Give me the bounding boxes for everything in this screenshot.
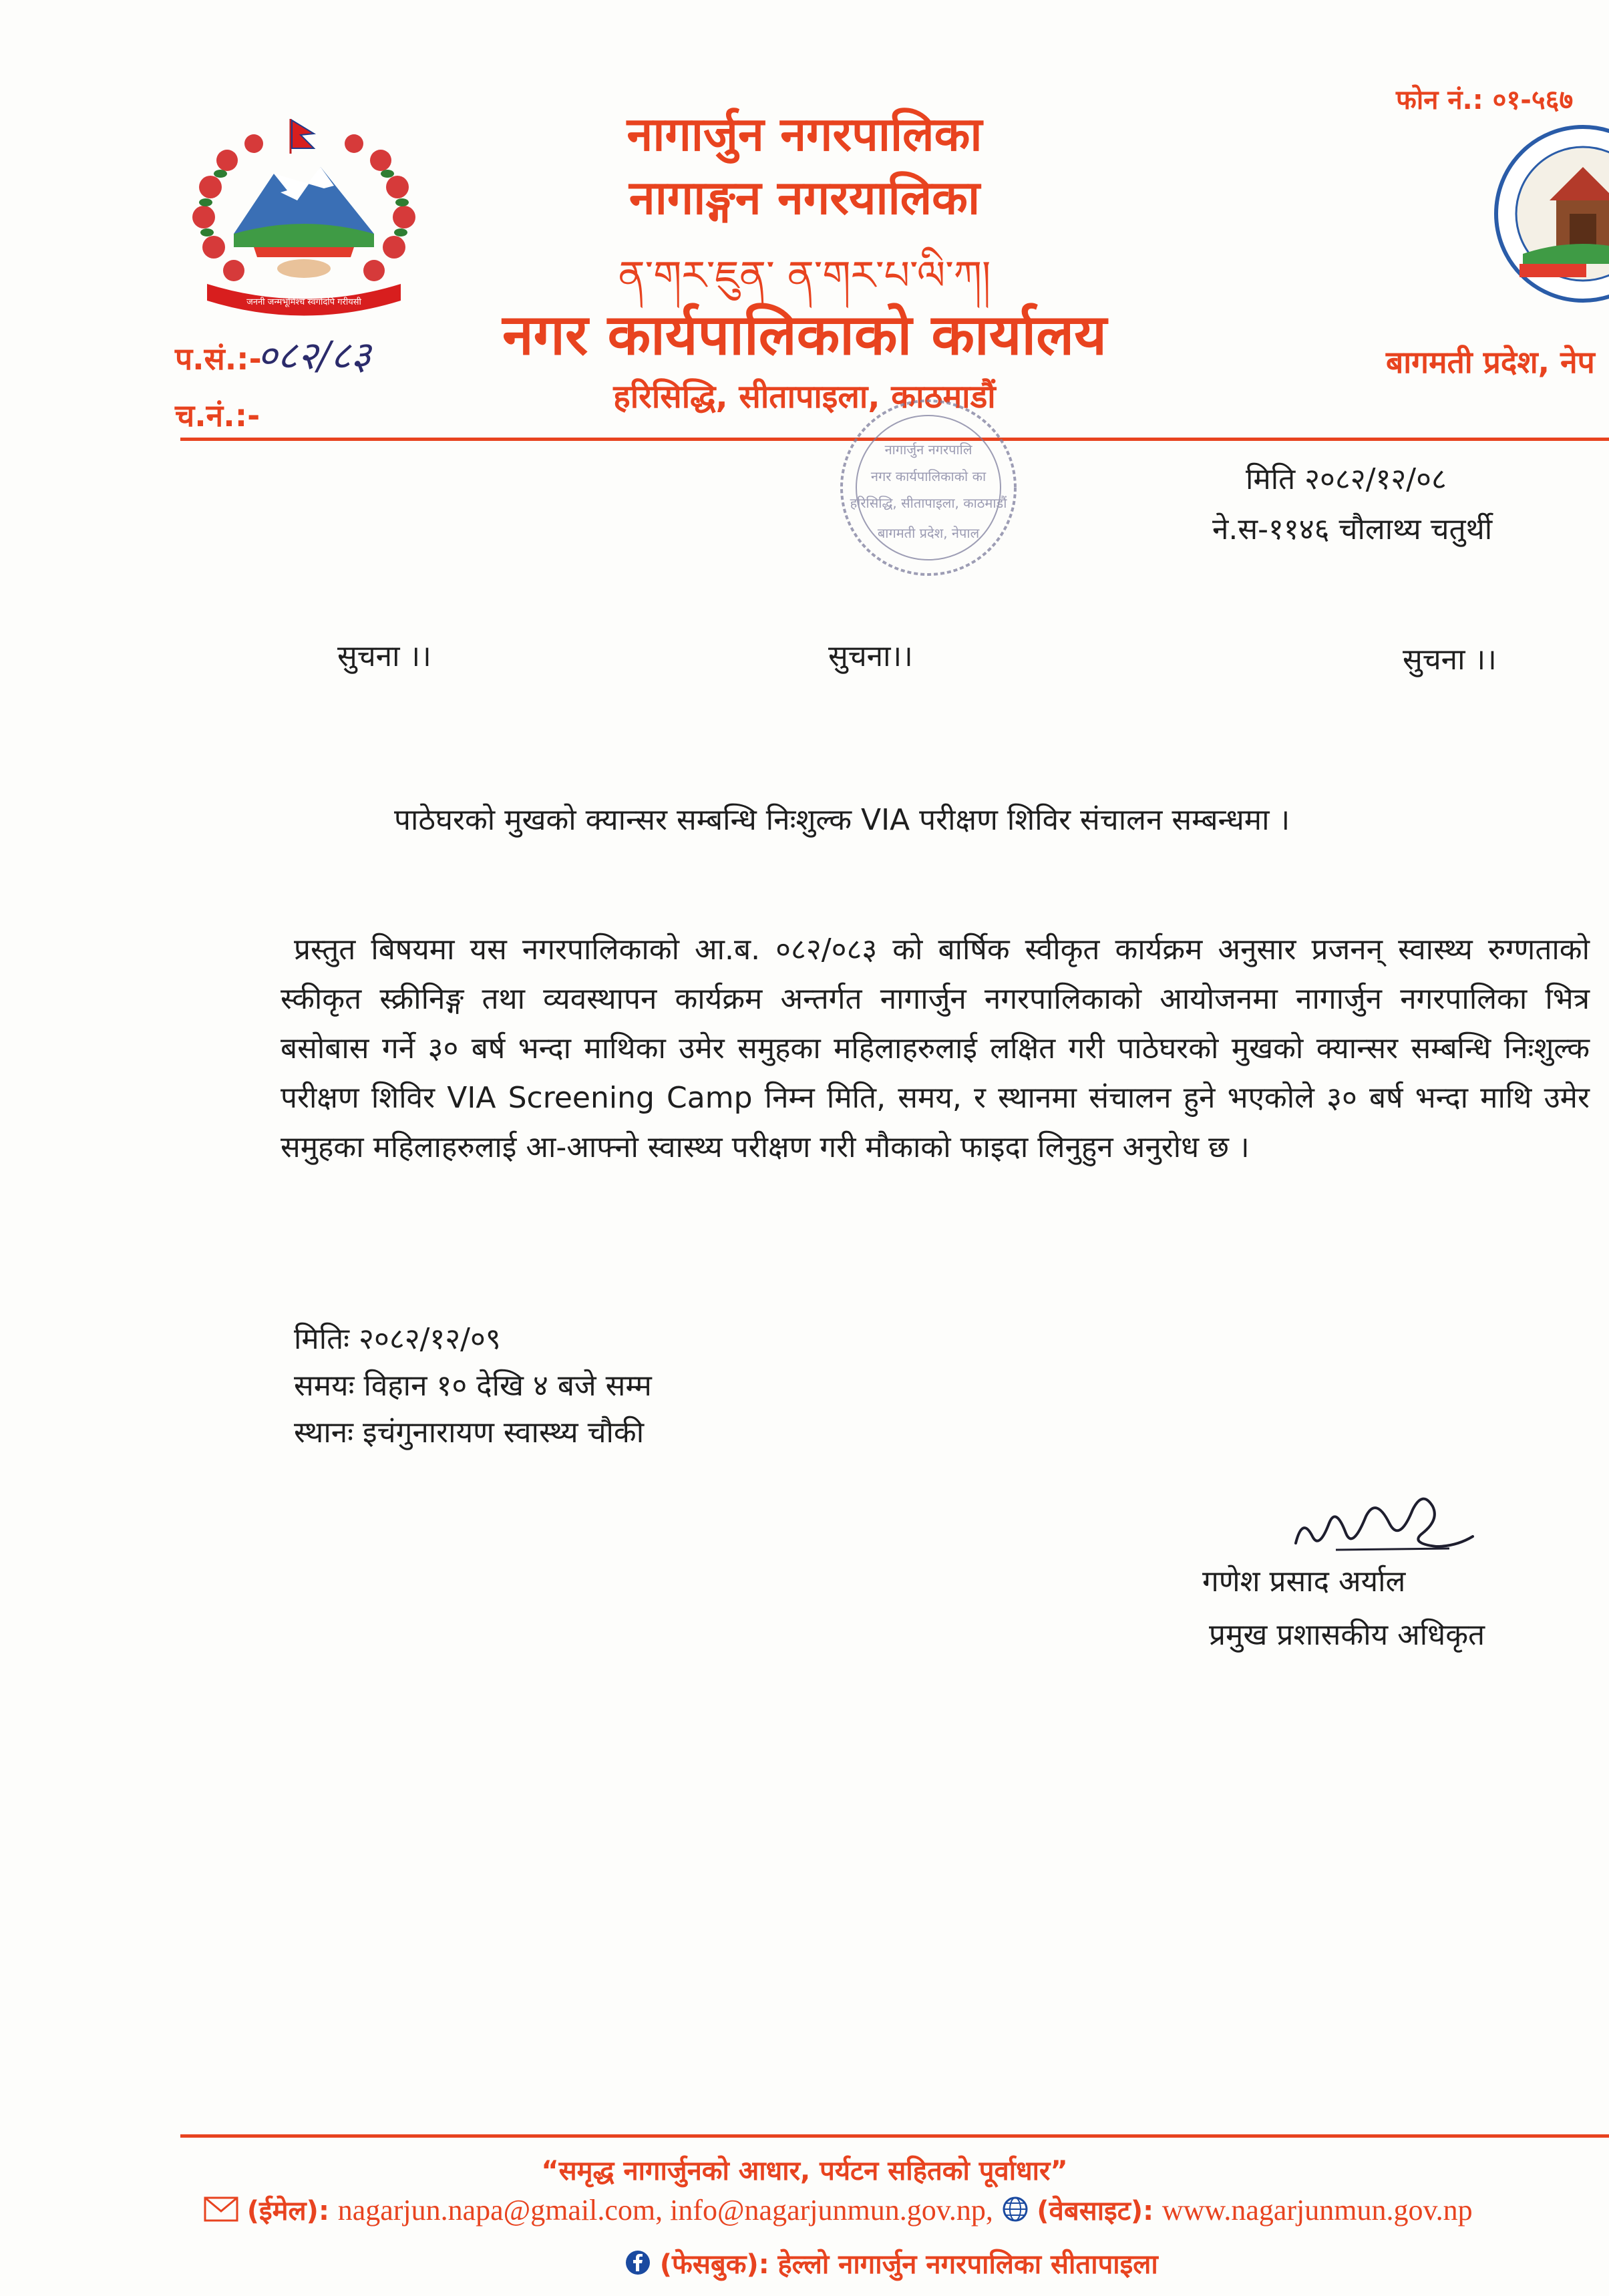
stamp-line-2: नगर कार्यपालिकाको का [870, 468, 987, 484]
signatory-name: गणेश प्रसाद अर्याल [1202, 1565, 1406, 1599]
office-title: नगर कार्यपालिकाको कार्यालय [502, 302, 1107, 367]
subject-line: पाठेघरको मुखको क्यान्सर सम्बन्धि निःशुल्क VIA परीक्षण शिविर संचालन सम्बन्धमा । [394, 803, 1290, 837]
letter-date: मिति २०८२/१२/०८ [1246, 462, 1447, 496]
ref-number-label: प.सं.:- [175, 341, 262, 377]
office-stamp [788, 394, 1069, 595]
website-link[interactable]: www.nagarjunmun.gov.np [1161, 2194, 1473, 2227]
municipality-name-tibetan: ན་གར་ཇུན་ ན་གར་པ་ལི་ཀ། [618, 253, 991, 299]
stamp-line-3: हरिसिद्धि, सीतापाइला, काठमाडौं [850, 495, 1007, 511]
event-details [294, 1316, 652, 1456]
municipality-name-nepali: नागार्जुन नगरपालिका [627, 107, 982, 162]
stamp-line-1: नागार्जुन नगरपालि [884, 442, 972, 458]
globe-icon [1002, 2196, 1029, 2229]
facebook-label: (फेसबुक): [659, 2249, 769, 2280]
facebook-icon [624, 2249, 651, 2283]
notice-heading-right: सुचना ।। [1403, 643, 1497, 677]
event-time: समयः विहान १० देखि ४ बजे सम्म [294, 1369, 652, 1403]
ref-number-handwritten: ०८२/८३ [257, 333, 371, 378]
municipality-logo-icon [1483, 120, 1609, 314]
signatory-title: प्रमुख प्रशासकीय अधिकृत [1209, 1618, 1485, 1652]
email-icon [204, 2196, 238, 2229]
event-date: मितिः २०८२/१२/०९ [294, 1322, 501, 1356]
stamp-line-4: बागमती प्रदेश, नेपाल [877, 525, 980, 541]
body-paragraph: प्रस्तुत बिषयमा यस नगरपालिकाको आ.ब. ०८२/०८३ को बार्षिक स्वीकृत कार्यक्रम अनुसार प्रजनन् स्वास्थ्य रुग्णताको स्कीकृत स्क्रीनिङ्ग तथा व्यवस्थापन कार्यक्रम अन्तर्गत नागार्जुन नगरपालिकाको आयोजनमा नागार्जुन नगरपालिका भित्र बसोबास गर्ने ३० बर्ष भन्दा माथिका उमेर समुहका महिलाहरुलाई लक्षित गरी पाठेघरको मुखको क्यान्सर सम्बन्धि निःशुल्क परीक्षण शिविर VIA Screening Camp निम्न मिति, समय, र स्थानमा संचालन हुने भएकोले ३० बर्ष भन्दा माथि उमेर समुहका महिलाहरुलाई आ-आफ्नो स्वास्थ्य परीक्षण गरी मौकाको फाइदा लिनुहुन अनुरोध छ । [281, 933, 1590, 1164]
footer-contact-line [204, 2191, 1473, 2229]
footer-facebook-line [624, 2245, 1158, 2283]
dispatch-number-label: च.नं.:- [175, 397, 260, 434]
event-place: स्थानः इचंगुनारायण स्वास्थ्य चौकी [294, 1416, 645, 1450]
emblem-motto: जननी जन्मभूमिश्च स्वर्गादपि गरीयसी [246, 297, 361, 307]
footer-slogan: “समृद्ध नागार्जुनको आधार, पर्यटन सहितको पूर्वाधार” [541, 2156, 1068, 2186]
handwritten-signature [1282, 1470, 1483, 1570]
notice-heading-center: सुचना।। [828, 639, 913, 673]
facebook-page[interactable]: हेल्लो नागार्जुन नगरपालिका सीतापाइला [777, 2249, 1158, 2280]
province-label: बागमती प्रदेश, नेप [1386, 344, 1595, 380]
notice-heading-left: सुचना ।। [337, 639, 431, 673]
phone-number: फोन नं.: ०१-५६७ [1396, 85, 1574, 116]
municipality-name-newari: नागाङ्गन नगरयालिका [629, 170, 980, 225]
email-addresses[interactable]: nagarjun.napa@gmail.com, info@nagarjunmun.gov.np, [337, 2194, 993, 2227]
footer-divider [180, 2134, 1609, 2138]
website-label: (वेबसाइट): [1037, 2196, 1154, 2227]
nepal-sambat-date: ने.स-११४६ चौलाथ्य चतुर्थी [1212, 512, 1493, 546]
office-address: हरिसिद्धि, सीतापाइला, काठमाडौं [613, 378, 996, 416]
email-label: (ईमेल): [246, 2196, 329, 2227]
